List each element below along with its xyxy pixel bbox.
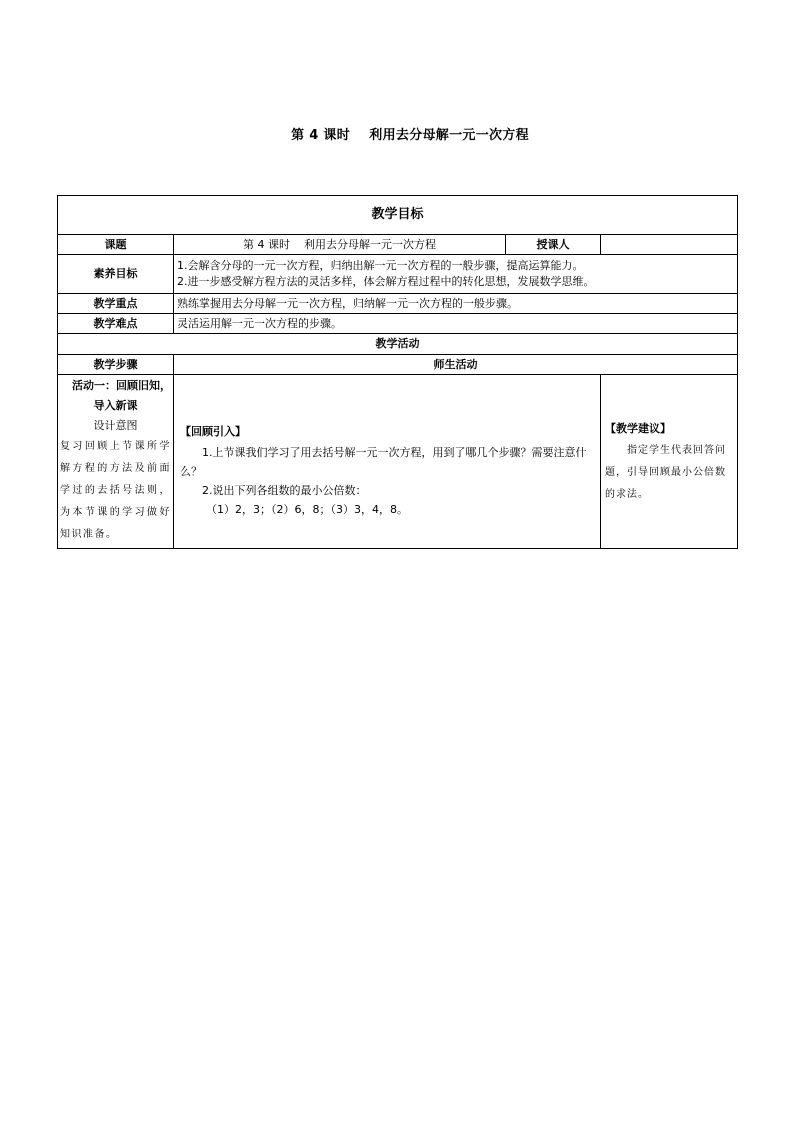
design-intent-label: 设计意图 <box>93 419 138 432</box>
activity-step-cell <box>58 375 174 549</box>
difficulty-value: 灵活运用解一元一次方程的步骤。 <box>174 314 738 334</box>
question-2-items: （1）2，3；（2）6，8；（3）3，4，8。 <box>206 502 408 516</box>
topic-label: 课题 <box>58 235 174 255</box>
goals-cell <box>174 255 738 294</box>
goal-item: 2.进一步感受解方程方法的灵活多样，体会解方程过程中的转化思想，发展数学思维。 <box>177 275 595 288</box>
key-points-value: 熟练掌握用去分母解一元一次方程，归纳解一元一次方程的一般步骤。 <box>174 294 738 314</box>
goal-item: 1.会解含分母的一元一次方程，归纳出解一元一次方程的一般步骤，提高运算能力。 <box>177 259 584 272</box>
suggestion-title: 【教学建议】 <box>605 422 671 435</box>
teaching-suggestion-cell <box>601 375 738 549</box>
review-section-title: 【回顾引入】 <box>180 424 246 438</box>
question-1: 1.上节课我们学习了用去括号解一元一次方程，用到了哪几个步骤？需要注意什么？ <box>180 445 587 478</box>
key-points-label: 教学重点 <box>58 294 174 314</box>
activity-subtitle: 导入新课 <box>93 399 138 412</box>
design-intent-text: 复习回顾上节课所学解方程的方法及前面学过的去括号法则，为本节课的学习做好知识准备。 <box>60 441 171 540</box>
goals-label: 素养目标 <box>58 255 174 294</box>
suggestion-text: 指定学生代表回答问题，引导回顾最小公倍数的求法。 <box>605 445 726 500</box>
lesson-plan-table <box>57 195 738 549</box>
activity-content-cell <box>174 375 601 549</box>
topic-value: 第 4 课时 利用去分母解一元一次方程 <box>174 235 506 255</box>
steps-label: 教学步骤 <box>58 355 174 375</box>
table-header-teaching-goals: 教学目标 <box>58 196 738 235</box>
activities-header: 教学活动 <box>58 334 738 355</box>
activity-title: 活动一：回顾旧知， <box>72 379 171 392</box>
teacher-student-label: 师生活动 <box>174 355 738 375</box>
difficulty-label: 教学难点 <box>58 314 174 334</box>
question-2: 2.说出下列各组数的最小公倍数： <box>202 483 367 497</box>
teacher-label: 授课人 <box>506 235 601 255</box>
document-title: 第 4 课时 利用去分母解一元一次方程 <box>291 128 529 143</box>
teacher-value <box>601 235 738 255</box>
